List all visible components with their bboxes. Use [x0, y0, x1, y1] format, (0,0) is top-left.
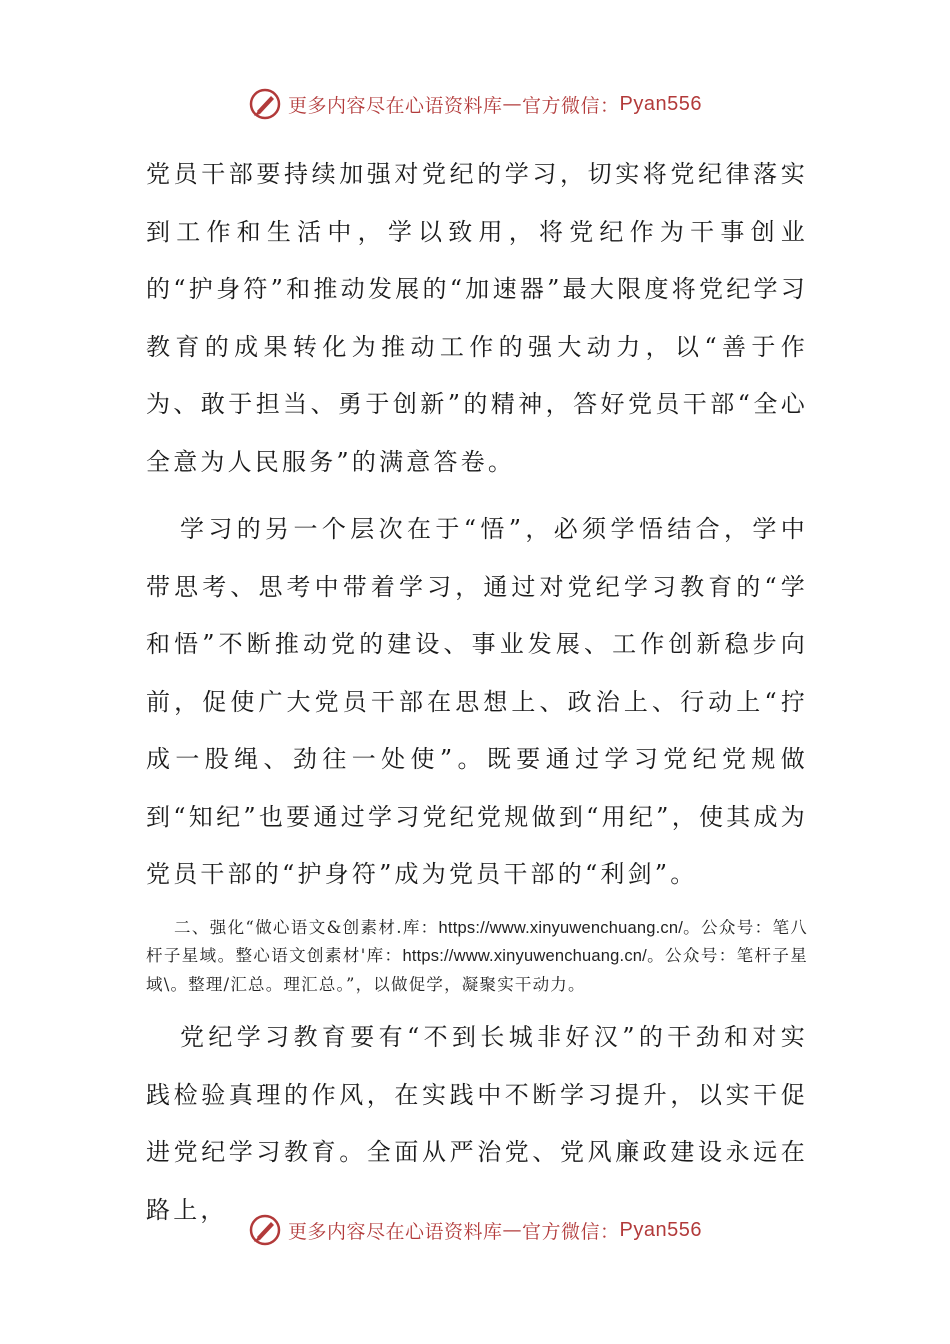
paragraph-1: 党员干部要持续加强对党纪的学习，切实将党纪律落实到工作和生活中，学以致用，将党纪作为干事创业的“护身符”和推动发展的“加速器”最大限度将党纪学习教育的成果转化为推动工作的强大动力，以“善于作为、敢于担当、勇于创新”的精神，答好党员干部“全心全意为人民服务”的满意答卷。 [146, 160, 808, 476]
banner-wechat-id: Pyan556 [619, 1218, 702, 1241]
paragraph-3: 党纪学习教育要有“不到长城非好汉”的干劲和对实践检验真理的作风，在实践中不断学习提升，以实干促进党纪学习教育。全面从严治党、党风廉政建设永远在路上， [146, 1023, 808, 1224]
document-body [146, 146, 808, 1239]
heading-part-1: 二、强化“做心语文&创素材.库： [174, 917, 439, 937]
banner-wechat-label: 官方微信： [522, 94, 620, 117]
heading-url-2: https://www.xinyuwenchuang.cn/ [402, 947, 647, 965]
heading-part-3: 。公众号：笔杆子星域\。整理/汇总。理汇总。”，以做促学，凝聚实干动力。 [146, 946, 808, 994]
banner-text: 更多内容尽在心语资料库 [288, 94, 503, 117]
banner-text: 更多内容尽在心语资料库 [288, 1220, 503, 1243]
header-banner [0, 82, 950, 126]
heading-part-2: 。公众号：笔八杆子星域。整心语文创素材'库： [146, 917, 808, 965]
paragraph-2: 学习的另一个层次在于“悟”，必须学悟结合，学中带思考、思考中带着学习，通过对党纪学习教育的“学和悟”不断推动党的建设、事业发展、工作创新稳步向前，促使广大党员干部在思想上、政治上、行动上“拧成一股绳、劲往一处使”。既要通过学习党纪党规做到“知纪”也要通过学习党纪党规做到“用纪”，使其成为党员干部的“护身符”成为党员干部的“利剑”。 [146, 515, 808, 888]
brand-logo-icon [248, 87, 282, 121]
brand-logo-icon [248, 1213, 282, 1247]
banner-separator: — [502, 93, 523, 115]
heading-url-1: https://www.xinyuwenchuang.cn/ [438, 918, 684, 937]
banner-separator: — [502, 1219, 523, 1241]
section-heading [146, 914, 808, 1000]
banner-wechat-id: Pyan556 [619, 92, 702, 115]
banner-wechat-label: 官方微信： [522, 1220, 620, 1243]
footer-banner [0, 1208, 950, 1252]
